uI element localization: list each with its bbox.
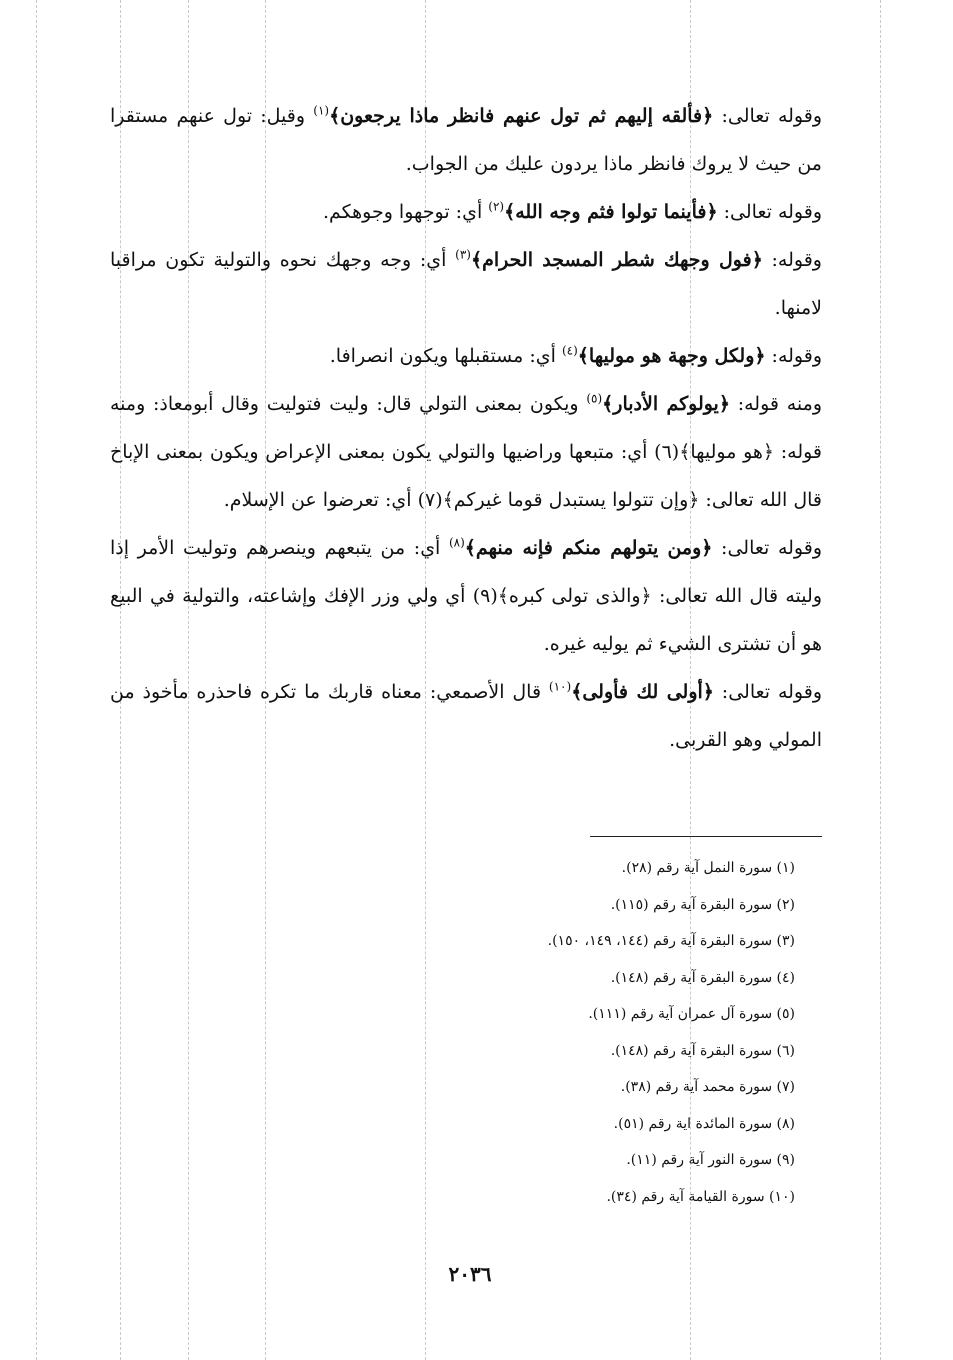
footnote-ref: (١) [313, 103, 330, 118]
footnote-item: (٧) سورة محمد آية رقم (٣٨). [620, 1079, 795, 1095]
footnote-item: (٥) سورة آل عمران آية رقم (١١١). [588, 1006, 795, 1022]
footnote-item: (١٠) سورة القيامة آية رقم (٣٤). [606, 1188, 795, 1205]
paragraph [110, 236, 822, 332]
quran-quote: ﴿ومن يتولهم منكم فإنه منهم﴾ [464, 537, 713, 559]
paragraph-body: قال الأصمعي: معناه قاربك ما تكره فاحذره مأخوذ من المولي وهو القربى. [110, 681, 822, 751]
footnote-ref: (٣) [455, 247, 471, 262]
paragraph-body: أي: توجهوا وجوهكم. [322, 201, 489, 223]
paragraph [110, 92, 822, 188]
quran-quote: ﴿فألقه إليهم ثم تول عنهم فانظر ماذا يرجعون﴾ [329, 105, 714, 127]
footnote-item: (٢) سورة البقرة آية رقم (١١٥). [610, 896, 795, 913]
footnote-item: (٦) سورة البقرة آية رقم (١٤٨). [610, 1042, 795, 1059]
paragraph-lead: وقوله: [765, 345, 822, 367]
page-number: ٢٠٣٦ [448, 1262, 492, 1286]
paragraph-lead: وقوله تعالى: [717, 201, 822, 223]
paragraph-body: وقيل: تول عنهم مستقرا من حيث لا يروك فانظر ماذا يردون عليك من الجواب. [110, 105, 822, 175]
paragraph [110, 332, 822, 380]
paragraph-body: أي: وجه وجهك نحوه والتولية تكون مراقبا لامنها. [110, 249, 822, 319]
footnote-item: (٨) سورة المائدة اية رقم (٥١). [613, 1115, 795, 1132]
paragraph [110, 188, 822, 236]
faint-guide-line [880, 0, 881, 1360]
paragraph-body: أي: من يتبعهم وينصرهم وتوليت الأمر إذا وليته قال الله تعالى: ﴿والذى تولى كبره﴾(٩) أي ولي وزر الإفك وإشاعته، والتولية في البيع هو أن تشترى الشيء ثم يوليه غيره. [110, 537, 822, 655]
paragraph-body: أي: مستقبلها ويكون انصرافا. [329, 345, 562, 367]
quran-quote: ﴿يولوكم الأدبار﴾ [602, 393, 730, 415]
footnote-ref: (١٠) [548, 679, 572, 694]
quran-quote: ﴿أولى لك فأولى﴾ [571, 681, 714, 703]
main-text [110, 92, 822, 764]
paragraph [110, 668, 822, 764]
quran-quote: ﴿فول وجهك شطر المسجد الحرام﴾ [470, 249, 763, 271]
footnote-item: (١) سورة النمل آية رقم (٢٨). [621, 860, 795, 876]
paragraph-body: ويكون بمعنى التولي قال: وليت فتوليت وقال أبومعاذ: ومنه قوله: ﴿هو موليها﴾(٦) أي: متبعها وراضيها والتولي يكون بمعنى الإعراض ويكون بمعنى الإباخ قال الله تعالى: ﴿وإن تتولوا يستبدل قوما غيركم﴾(٧) أي: تعرضوا عن الإسلام. [110, 393, 822, 511]
footnote-ref: (٥) [586, 391, 603, 406]
faint-guide-line [36, 0, 37, 1360]
footnote-ref: (٨) [448, 535, 465, 550]
footnote-item: (٤) سورة البقرة آية رقم (١٤٨). [610, 969, 795, 986]
quran-quote: ﴿ولكل وجهة هو موليها﴾ [577, 345, 766, 367]
quran-quote: ﴿فأينما تولوا فثم وجه الله﴾ [504, 201, 718, 223]
footnote-item: (٩) سورة النور آية رقم (١١). [626, 1152, 795, 1168]
paragraph-lead: وقوله تعالى: [712, 537, 822, 559]
footnote-ref: (٢) [488, 199, 505, 214]
footnotes-list [400, 850, 795, 1215]
paragraph [110, 380, 822, 524]
paragraph-lead: وقوله تعالى: [713, 105, 822, 127]
paragraph-lead: وقوله تعالى: [713, 681, 822, 703]
footnote-ref: (٤) [561, 343, 578, 358]
paragraph [110, 524, 822, 668]
paragraph-lead: ومنه قوله: [729, 393, 823, 415]
footnote-divider [590, 836, 822, 837]
footnote-item: (٣) سورة البقرة آية رقم (١٤٤، ١٤٩، ١٥٠). [547, 933, 795, 949]
paragraph-lead: وقوله: [762, 249, 822, 271]
